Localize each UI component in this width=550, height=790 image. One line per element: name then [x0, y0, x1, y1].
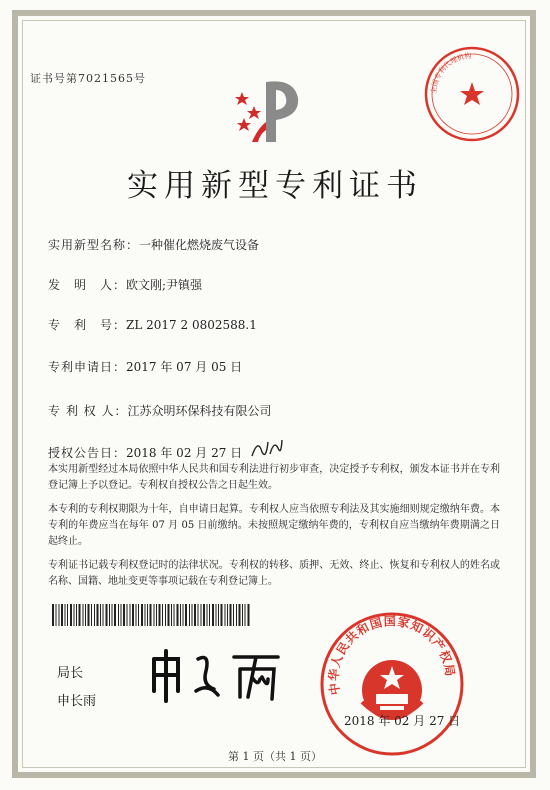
field-utility-name [48, 236, 259, 253]
field-value: 2017 年 07 月 05 日 [126, 360, 243, 374]
national-ip-seal [318, 610, 466, 758]
field-patentee [48, 402, 271, 419]
issue-date: 2018 年 02 月 27 日 [344, 714, 461, 728]
field-inventor [48, 276, 202, 293]
field-value: 江苏众明环保科技有限公司 [127, 404, 272, 418]
field-value: 欧文刚;尹镇强 [126, 278, 203, 292]
seal-text: 中华人民共和国国家知识产权局 [326, 614, 458, 696]
paragraph-term: 本专利的专利权期限为十年，自申请日起算。专利权人应当依照专利法及其实施细则规定缴纳年费。本专利的年费应当在每年 07 月 05 日前缴纳。未按照规定缴纳年费的，专利权自应当缴纳年费期满之日起终止。 [48, 504, 500, 547]
agency-stamp [418, 40, 526, 148]
field-application-date [48, 358, 242, 375]
agency-stamp-text: 全国专利代理机构 [429, 51, 472, 95]
paragraph-legal-status: 专利证书记载专利权登记时的法律状况。专利权的转移、质押、无效、终止、恢复和专利权人的姓名或名称、国籍、地址变更等事项记载在专利登记簿上。 [48, 560, 500, 587]
field-label: 授权公告日： [48, 446, 127, 460]
field-label: 专 利 号： [48, 318, 127, 332]
field-patent-number [48, 316, 257, 333]
field-label: 实用新型名称： [48, 238, 140, 252]
field-value: 一种催化燃烧废气设备 [139, 238, 260, 252]
paragraph-grant: 本实用新型经过本局依照中华人民共和国专利法进行初步审查，决定授予专利权，颁发本证书并在专利登记簿上予以登记。专利权自授权公告之日起生效。 [48, 464, 500, 491]
page-number: 第 1 页（共 1 页） [228, 750, 322, 763]
field-label: 专利申请日： [48, 360, 127, 374]
field-value: ZL 2017 2 0802588.1 [126, 318, 257, 332]
field-value: 2018 年 02 月 27 日 [126, 446, 243, 460]
certificate-number: 证书号第7021565号 [30, 72, 146, 85]
handwritten-mark [248, 434, 286, 462]
field-label: 发 明 人： [48, 278, 127, 292]
director-signature [148, 645, 288, 705]
director-name: 申长雨 [57, 694, 97, 709]
barcode [52, 604, 252, 626]
field-grant-date [48, 444, 242, 461]
certificate-title: 实用新型专利证书 [127, 168, 423, 204]
svg-text:全国专利代理机构 [429, 51, 472, 94]
director-title: 局长 [57, 666, 84, 681]
field-label: 专 利 权 人： [48, 404, 128, 418]
patent-office-logo [232, 70, 312, 150]
